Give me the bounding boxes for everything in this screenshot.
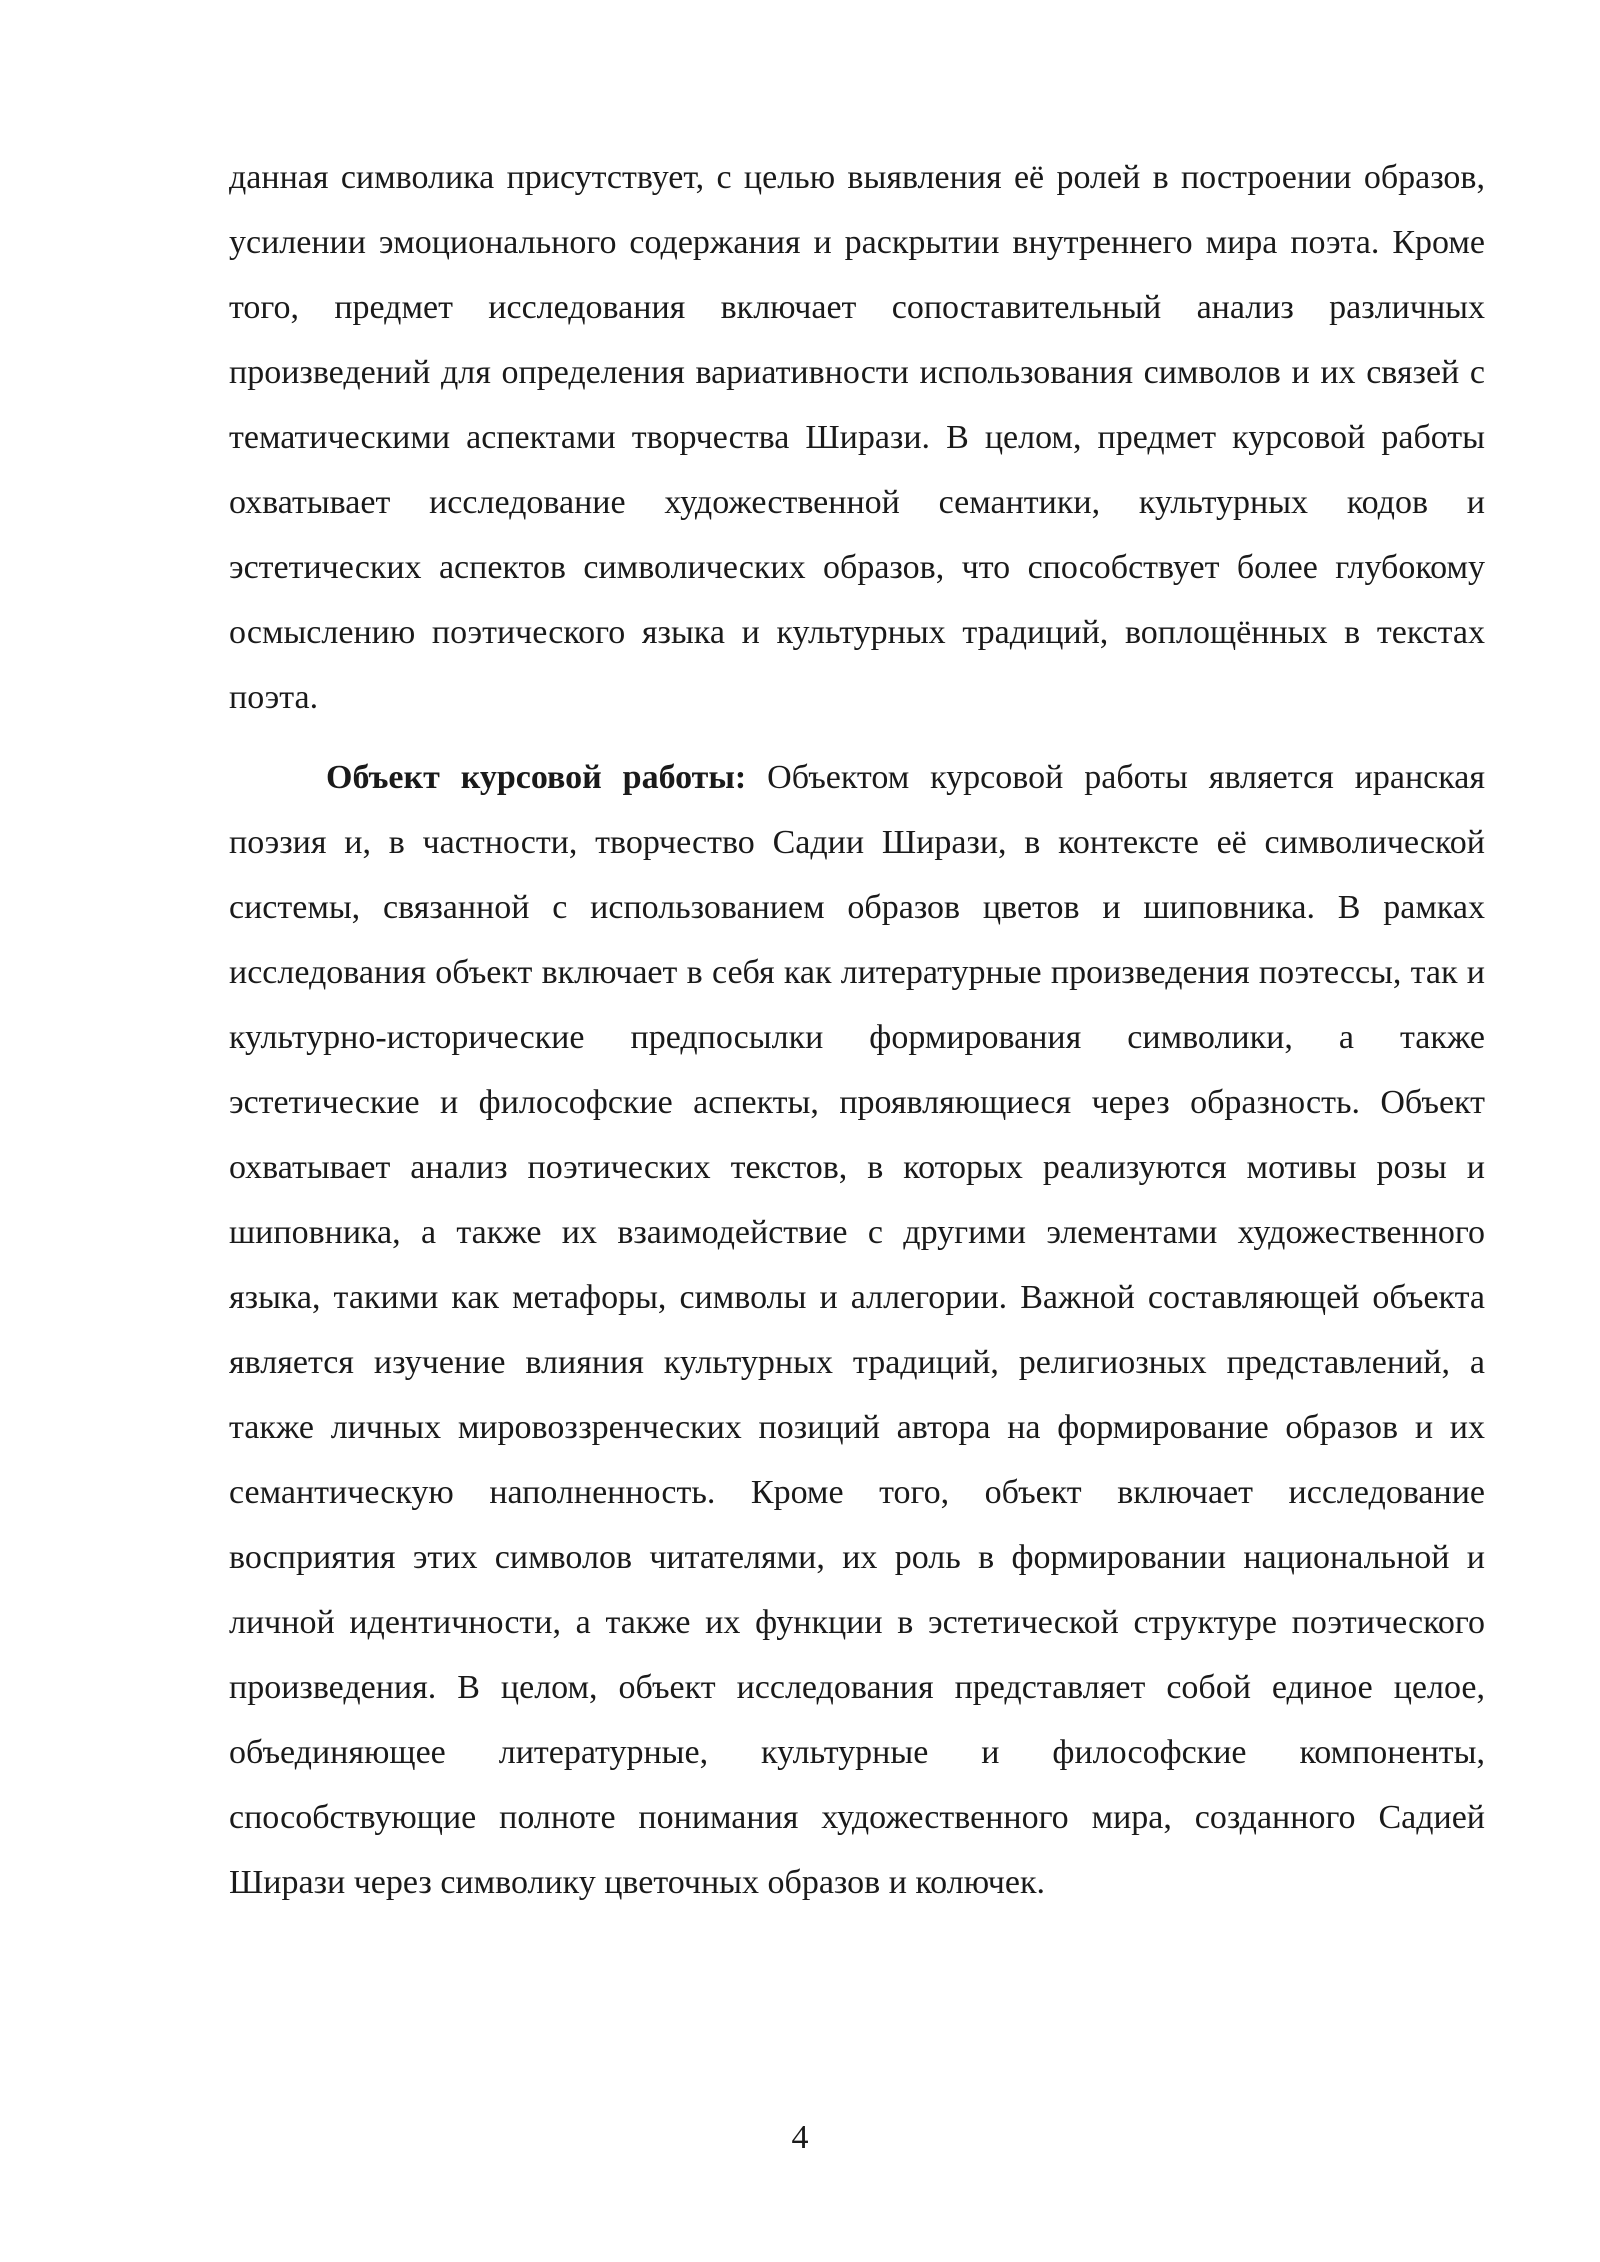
paragraph-heading: Объект курсовой работы: (326, 759, 747, 796)
page-number: 4 (791, 2119, 809, 2156)
paragraph-subject-continuation: данная символика присутствует, с целью выявления её ролей в построении образов, усилении эмоционального содержания и раскрытии внутреннего мира поэта. Кроме того, предмет исследования включает сопоставительный анализ различных произведений для определения вариативности использования символов и их связей с тематическими аспектами творчества Ширази. В целом, предмет курсовой работы охватывает исследование художественной семантики, культурных кодов и эстетических аспектов символических образов, что способствует более глубокому осмыслению поэтического языка и культурных традиций, воплощённых в текстах поэта. (229, 159, 1485, 716)
paragraph-body: Объектом курсовой работы является иранская поэзия и, в частности, творчество Садии Ширази, в контексте её символической системы, связанной с использованием образов цветов и шиповника. В рамках исследования объект включает в себя как литературные произведения поэтессы, так и культурно-исторические предпосылки формирования символики, а также эстетические и философские аспекты, проявляющиеся через образность. Объект охватывает анализ поэтических текстов, в которых реализуются мотивы розы и шиповника, а также их взаимодействие с другими элементами художественного языка, такими как метафоры, символы и аллегории. Важной составляющей объекта является изучение влияния культурных традиций, религиозных представлений, а также личных мировоззренческих позиций автора на формирование образов и их семантическую наполненность. Кроме того, объект включает исследование восприятия этих символов читателями, их роль в формировании национальной и личной идентичности, а также их функции в эстетической структуре поэтического произведения. В целом, объект исследования представляет собой единое целое, объединяющее литературные, культурные и философские компоненты, способствующие полноте понимания художественного мира, созданного Садией Ширази через символику цветочных образов и колючек. (229, 759, 1485, 1901)
paragraph-object (229, 745, 1485, 1915)
